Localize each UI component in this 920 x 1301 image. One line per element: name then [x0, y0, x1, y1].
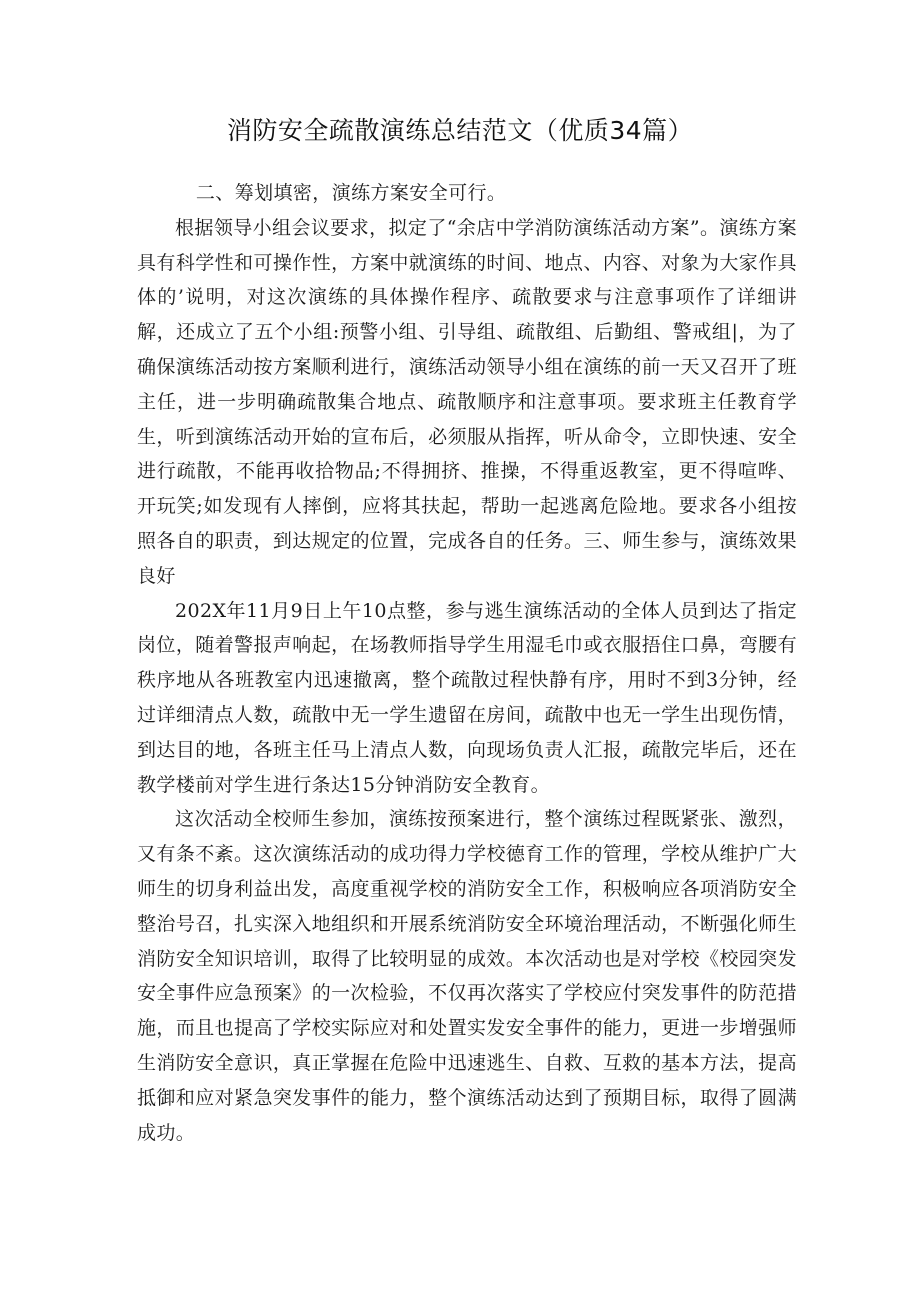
document-title: 消防安全疏散演练总结范文（优质34篇） [226, 116, 694, 145]
body-paragraph-plan: 根据领导小组会议要求，拟定了“余店中学消防演练活动方案”。演练方案具有科学性和可操作性，方案中就演练的时间、地点、内容、对象为大家作具体的’说明，对这次演练的具体操作程序、疏散要求与注意事项作了详细讲解，还成立了五个小组:预警小组、引导组、疏散组、后勤组、警戒组|，为了确保演练活动按方案顺利进行，演练活动领导小组在演练的前一天又召开了班主任，进一步明确疏散集合地点、疏散顺序和注意事项。要求班主任教育学生，听到演练活动开始的宣布后，必须服从指挥，听从命令，立即快速、安全进行疏散，不能再收拾物品;不得拥挤、推操，不得重返教室，更不得喧哗、开玩笑;如发现有人摔倒，应将其扶起，帮助一起逃离危险地。要求各小组按照各自的职责，到达规定的位置，完成各自的任务。三、师生参与，演练效果良好 [137, 216, 797, 587]
document-body [137, 176, 797, 1150]
section-heading-paragraph: 二、筹划填密，演练方案安全可行。 [195, 182, 507, 204]
body-paragraph-drill: 202X年11月9日上午10点整，参与逃生演练活动的全体人员到达了指定岗位，随着警报声响起，在场教师指导学生用湿毛巾或衣服捂住口鼻，弯腰有秩序地从各班教室内迅速撤离，整个疏散过程快静有序，用时不到3分钟，经过详细清点人数，疏散中无一学生遗留在房间，疏散中也无一学生出现伤情，到达目的地，各班主任马上清点人数，向现场负责人汇报，疏散完毕后，还在教学楼前对学生进行条达15分钟消防安全教育。 [137, 599, 797, 796]
body-paragraph-summary: 这次活动全校师生参加，演练按预案进行，整个演练过程既紧张、激烈，又有条不紊。这次演练活动的成功得力学校德育工作的管理，学校从维护广大师生的切身利益出发，高度重视学校的消防安全工作，积极响应各项消防安全整治号召，扎实深入地组织和开展系统消防安全环境治理活动，不断强化师生消防安全知识培训，取得了比较明显的成效。本次活动也是对学校《校园突发安全事件应急预案》的一次检验，不仅再次落实了学校应付突发事件的防范措施，而且也提高了学校实际应对和处置实发安全事件的能力，更进一步增强师生消防安全意识，真正掌握在危险中迅速逃生、自救、互救的基本方法，提高抵御和应对紧急突发事件的能力，整个演练活动达到了预期目标，取得了圆满成功。 [137, 808, 797, 1144]
